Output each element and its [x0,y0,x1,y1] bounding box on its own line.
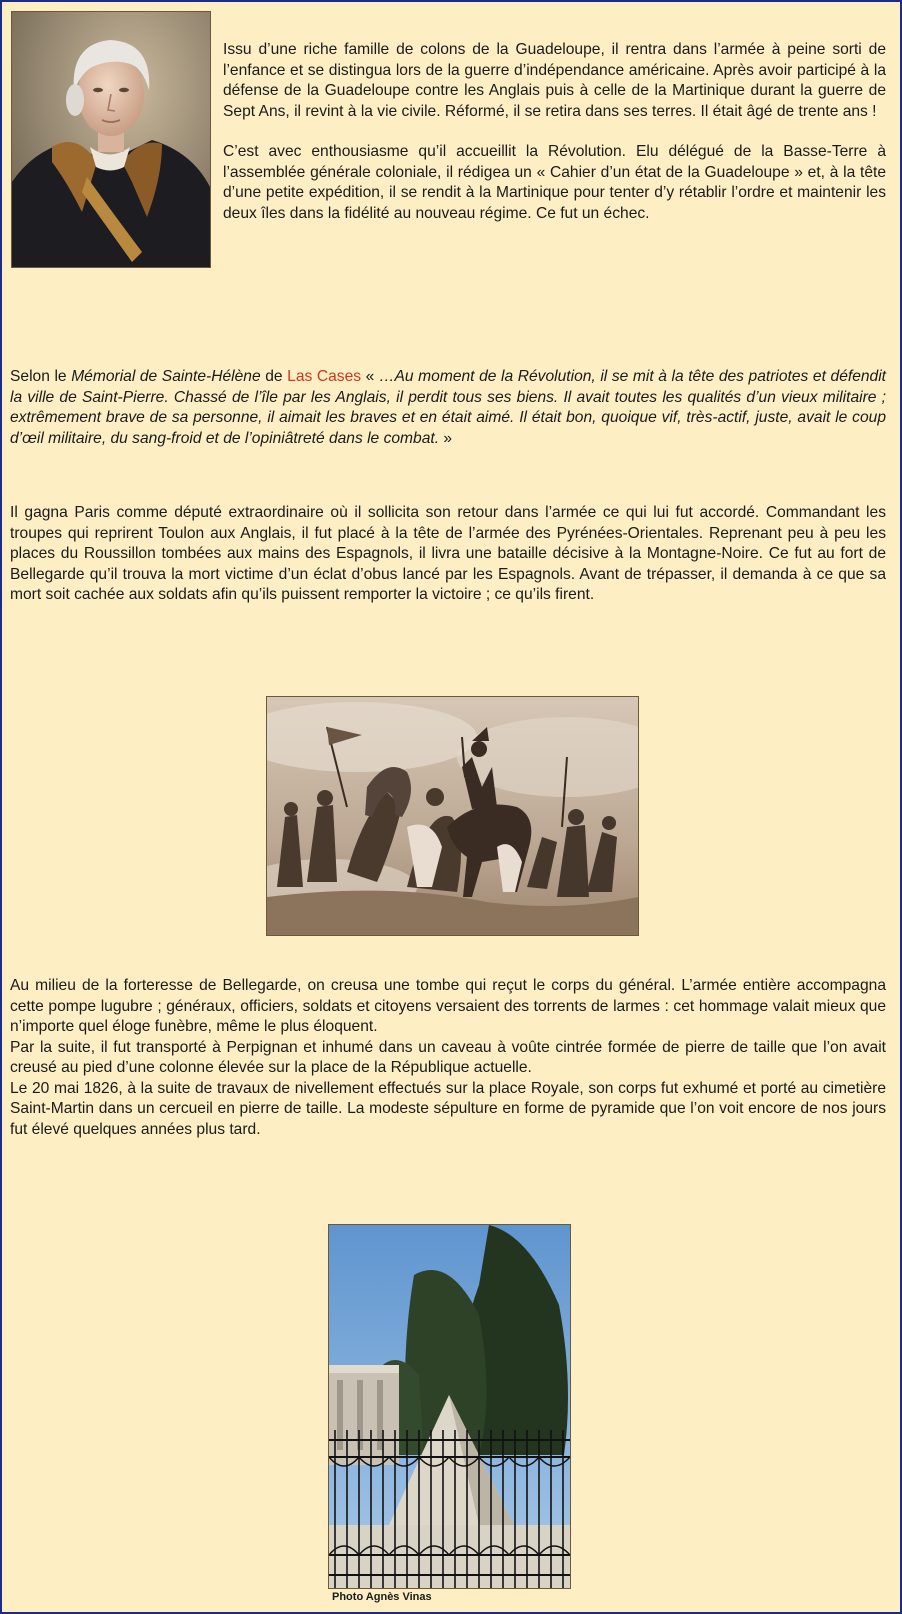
tomb-photo [328,1224,571,1589]
memorial-book-title: Mémorial de Sainte-Hélène [71,368,261,385]
memorial-quote [10,367,886,449]
battle-engraving [266,696,639,936]
las-cases-link[interactable]: Las Cases [287,368,362,385]
intro-paragraph-2: C’est avec enthousiasme qu’il accueillit la Révolution. Elu délégué de la Basse-Terre à l’assemblée générale coloniale, il rédigea un « Cahier d’un état de la Guadeloupe » et, à la tête d’une petite expédition, il se rendit à la Martinique pour tenter d’y rétablir l’ordre et maintenir les deux îles dans la fidélité au nouveau régime. Ce fut un échec. [223,143,886,222]
burial-paragraph-3: Le 20 mai 1826, à la suite de travaux de nivellement effectués sur la place Royale, son corps fut exhumé et porté au cimetière Saint-Martin dans un cercueil en pierre de taille. La modeste sépulture en forme de pyramide que l’on voit encore de nos jours fut élevé quelques années plus tard. [10,1079,886,1138]
burial-paragraph-2: Par la suite, il fut transporté à Perpignan et inhumé dans un caveau à voûte cintrée formée de pierre de taille que l’on avait creusé au pied d’une colonne élevée sur la place de la République actuelle. [10,1038,886,1076]
quote-close-mark: » [439,429,453,447]
memorial-lead: Selon le [10,368,72,385]
intro-paragraph-1: Issu d’une riche famille de colons de la Guadeloupe, il rentra dans l’armée à peine sorti de l’enfance et se distingua lors de la guerre d’indépendance américaine. Après avoir participé à la défense de la Guadeloupe contre les Anglais puis à celle de la Martinique durant la guerre de Sept Ans, il revint à la vie civile. Réformé, il se retira dans ses terres. Il était âgé de trente ans ! [223,41,886,120]
general-portrait [11,11,211,268]
quote-open-mark: « [361,368,379,385]
photo-caption: Photo Agnès Vinas [332,1591,432,1603]
career-paragraph: Il gagna Paris comme député extraordinaire où il sollicita son retour dans l’armée ce qui lui fut accordé. Commandant les troupes qui reprirent Toulon aux Anglais, il fut placé à la tête de l’armée des Pyrénées-Orientales. Reprenant peu à peu les places du Roussillon tombées aux mains des Espagnols, il livra une bataille décisive à la Montagne-Noire. Ce fut au fort de Bellegarde qu’il trouva la mort victime d’un éclat d’obus lancé par les Espagnols. Avant de trépasser, il demanda à ce que sa mort soit cachée aux soldats afin qu’ils puissent remporter la victoire ; ce qu’ils firent. [10,504,886,603]
memorial-quote-text: …Au moment de la Révolution, il se mit à la tête des patriotes et défendit la ville de Saint-Pierre. Chassé de l’île par les Anglais, il perdit tous ses biens. Il avait toutes les qualités d’un vieux militaire ; extrêmement brave de sa personne, il aimait les braves et en était aimé. Il était bon, quoique vif, très-actif, juste, avait le coup d’œil militaire, du sang-froid et de l’opiniâtreté dans le combat. [10,368,887,447]
burial-paragraph-1: Au milieu de la forteresse de Bellegarde, on creusa une tombe qui reçut le corps du général. L’armée entière accompagna cette pompe lugubre ; généraux, officiers, soldats et citoyens versaient des torrents de larmes : cet hommage valait mieux que n’importe quel éloge funèbre, même le plus éloquent. [10,977,886,1035]
career-text [10,503,886,606]
intro-text [223,40,886,224]
memorial-connector: de [260,368,288,385]
burial-text [10,976,886,1140]
